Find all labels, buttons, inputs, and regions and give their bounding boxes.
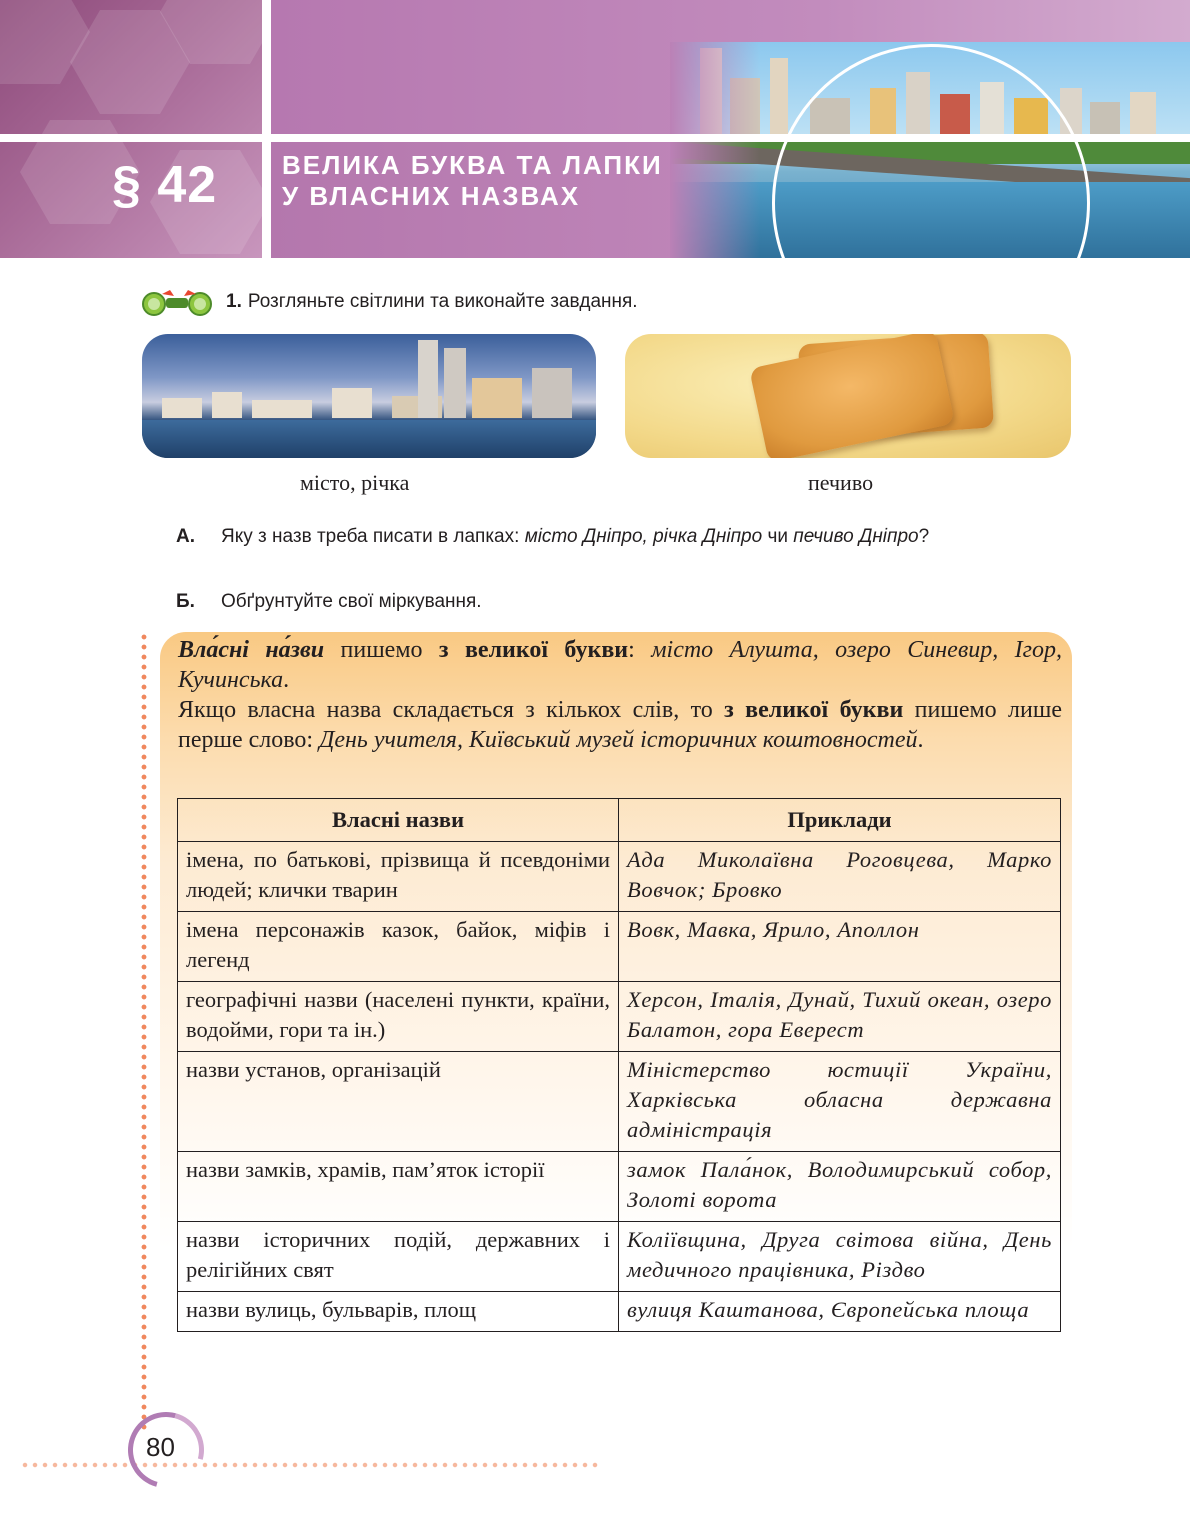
paragraph-number: § 42: [112, 156, 218, 214]
table-cell-examples: Вовк, Мавка, Ярило, Аполлон: [619, 912, 1061, 982]
table-row: [178, 1152, 1061, 1222]
table-row: [178, 842, 1061, 912]
page-number: 80: [146, 1432, 175, 1462]
table-cell-examples: замок Пала́нок, Володимирський собор, Золоті ворота: [619, 1152, 1061, 1222]
table-row: [178, 1222, 1061, 1292]
table-cell-examples: Херсон, Італія, Дунай, Тихий океан, озеро Балатон, гора Еверест: [619, 982, 1061, 1052]
caption-cookie: печиво: [808, 470, 874, 495]
exercise-instruction: Розгляньте світлини та виконайте завдання.: [247, 291, 638, 312]
photo-fade: [670, 42, 760, 258]
rule-examples: День учителя, Київський музей історичних коштовностей: [319, 727, 918, 753]
dotted-border-horizontal: [20, 1462, 600, 1468]
table-header-names: Власні назви: [178, 799, 619, 842]
chapter-title-line2: У ВЛАСНИХ НАЗВАХ: [282, 181, 581, 211]
header-circle-frame: [772, 44, 1090, 362]
rule-examples: місто Алушта, озеро Синевир, Ігор, Кучинська: [178, 637, 1062, 693]
exercise-number: 1.: [226, 291, 242, 312]
rule-text: [178, 635, 1062, 755]
photo-city-river: [142, 334, 596, 458]
table-cell-examples: Коліївщина, Друга світова війна, День медичного працівника, Різдво: [619, 1222, 1061, 1292]
table-cell-examples: Ада Миколаївна Роговцева, Марко Вовчок; Бровко: [619, 842, 1061, 912]
table-cell-examples: вулиця Каштанова, Європейська площа: [619, 1292, 1061, 1332]
caption-city-river: місто, річка: [300, 470, 410, 495]
rule-term: Вла́сні на́зви: [178, 637, 325, 663]
rule-paragraph-1: Вла́сні на́зви пишемо з великої букви: місто Алушта, озеро Синевир, Ігор, Кучинська.: [178, 637, 1062, 693]
question-b: [176, 589, 1036, 614]
cookie-shape: [749, 334, 955, 458]
chapter-title-line1: ВЕЛИКА БУКВА ТА ЛАПКИ: [282, 150, 663, 180]
dotted-border-vertical: [141, 632, 147, 1432]
table-row: [178, 912, 1061, 982]
header-divider-vertical: [262, 0, 271, 258]
question-a: [176, 524, 1036, 549]
question-label: Б.: [176, 591, 195, 612]
proper-names-table: [177, 798, 1061, 1332]
table-cell-category: географічні назви (населені пункти, країни, водойми, гори та ін.): [178, 982, 619, 1052]
table-cell-examples: Міністерство юстиції України, Харківська обласна державна адміністрація: [619, 1052, 1061, 1152]
question-text: Обґрунтуйте свої міркування.: [221, 591, 482, 612]
table-cell-category: назви вулиць, бульварів, площ: [178, 1292, 619, 1332]
exercise-instruction-line: [226, 291, 638, 313]
table-row: [178, 982, 1061, 1052]
table-cell-category: назви історичних подій, державних і релігійних свят: [178, 1222, 619, 1292]
photo-cookie: [625, 334, 1071, 458]
table-row: [178, 1052, 1061, 1152]
table-cell-category: імена, по батькові, прізвища й псевдоніми людей; клички тварин: [178, 842, 619, 912]
rule-paragraph-2: Якщо власна назва складається з кількох слів, то з великої букви пишемо лише перше слово: День учителя, Київський музей історичних коштовностей.: [178, 697, 1062, 753]
table-cell-category: назви установ, організацій: [178, 1052, 619, 1152]
binoculars-icon: [140, 288, 216, 318]
question-text: Яку з назв треба писати в лапках: місто Дніпро, річка Дніпро чи печиво Дніпро?: [221, 526, 930, 547]
table-cell-category: імена персонажів казок, байок, міфів і легенд: [178, 912, 619, 982]
question-label: А.: [176, 526, 195, 547]
chapter-title: [282, 150, 682, 212]
table-header-row: [178, 799, 1061, 842]
header-divider-horizontal: [0, 134, 1190, 142]
table-row: [178, 1292, 1061, 1332]
table-header-examples: Приклади: [619, 799, 1061, 842]
table-cell-category: назви замків, храмів, пам’яток історії: [178, 1152, 619, 1222]
